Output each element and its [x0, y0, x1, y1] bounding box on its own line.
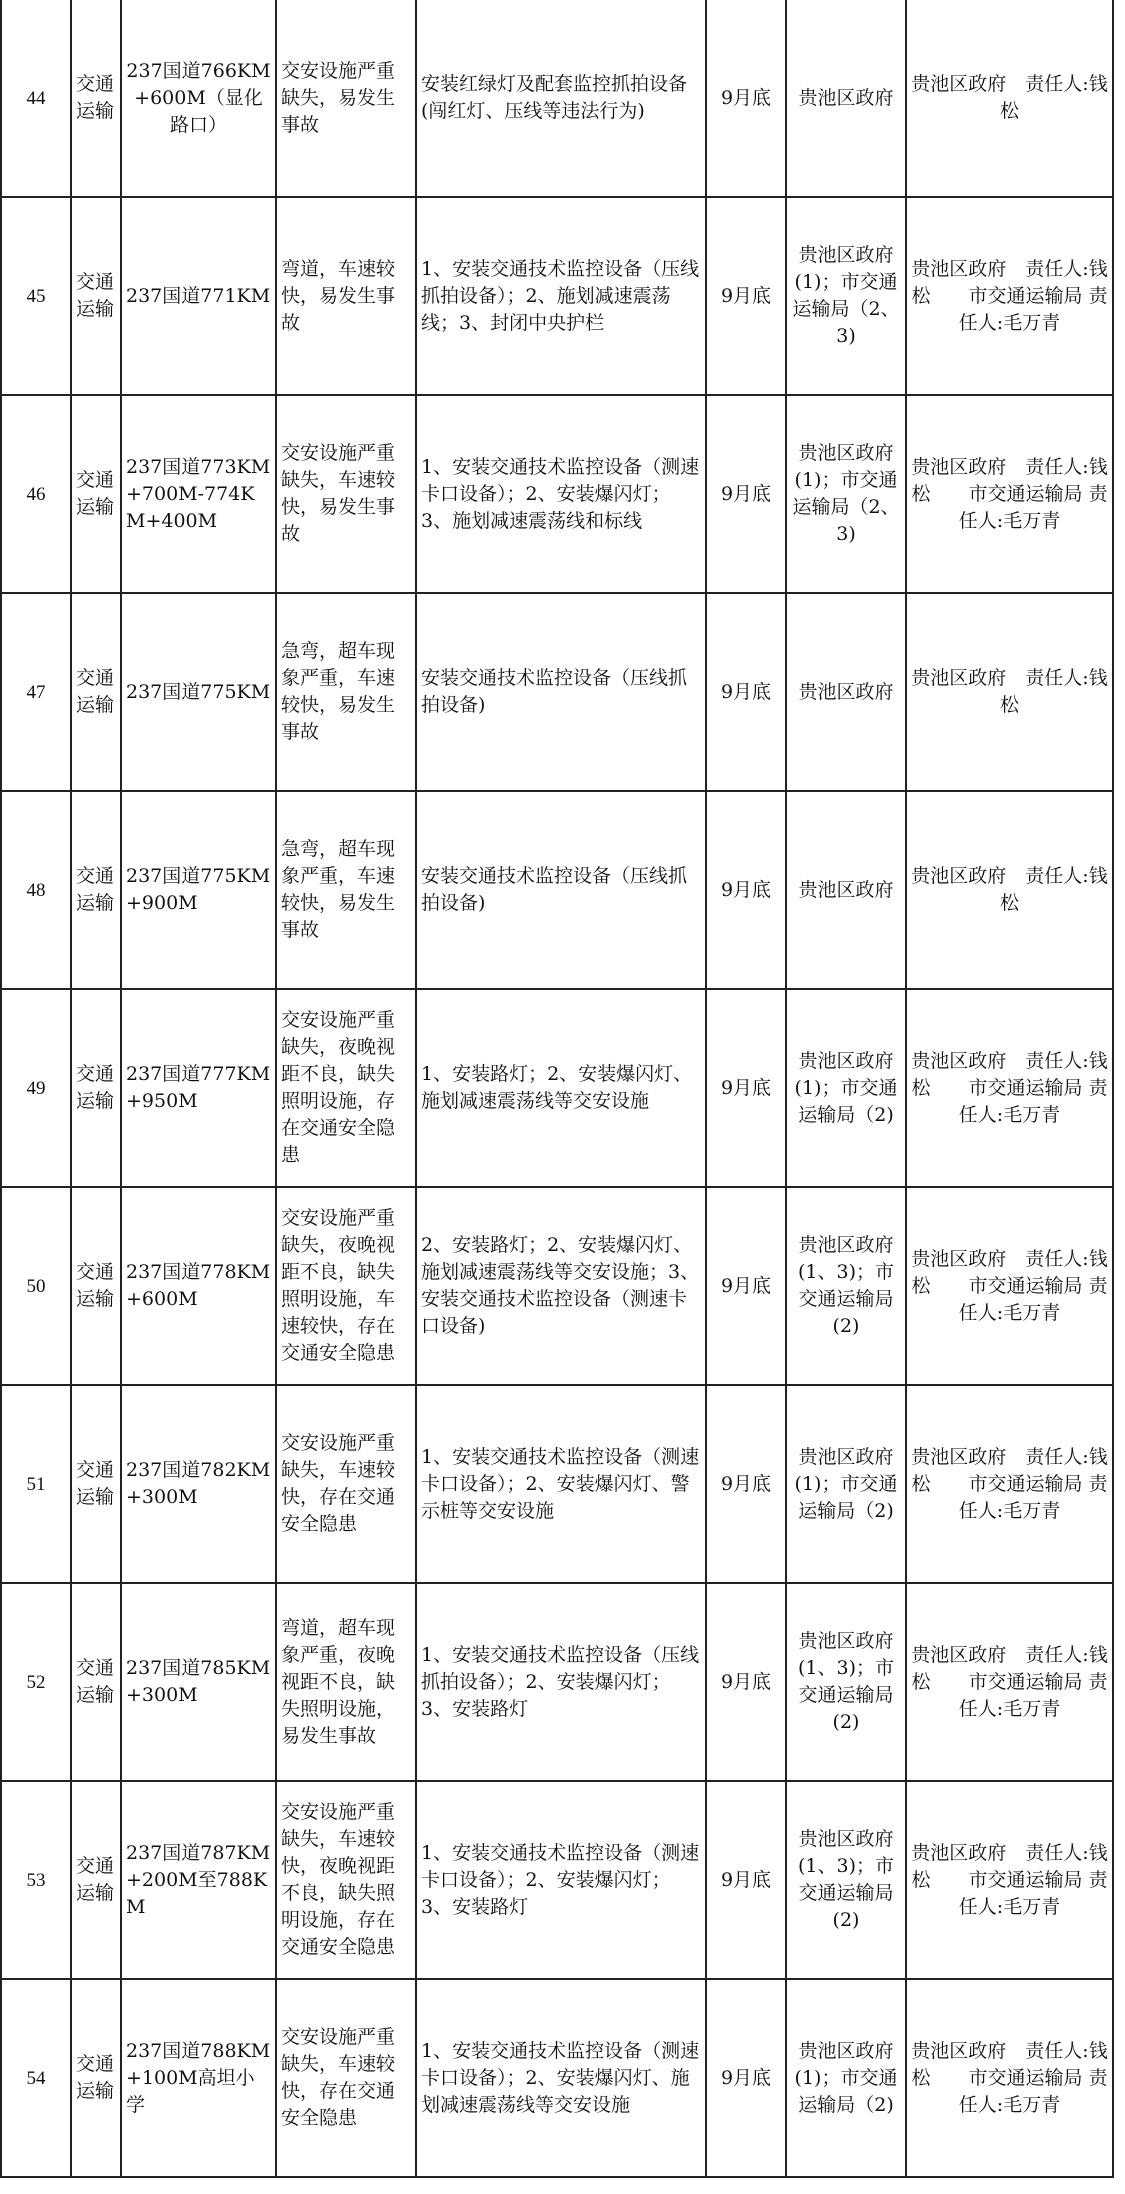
problem-cell: 交安设施严重缺失，车速较快，夜晚视距不良，缺失照明设施，存在交通安全隐患: [276, 1781, 416, 1979]
measures-cell: 1、安装交通技术监控设备（测速卡口设备）；2、安装爆闪灯；3、施划减速震荡线和标线: [416, 395, 706, 593]
responsible-unit-cell: 贵池区政府: [786, 0, 906, 197]
category-cell: 交通运输: [71, 197, 121, 395]
problem-cell: 交安设施严重缺失，夜晚视距不良，缺失照明设施，存在交通安全隐患: [276, 989, 416, 1187]
table-row: [1, 593, 1113, 791]
responsible-person-cell: 贵池区政府 责任人:钱松: [906, 791, 1113, 989]
location-cell: 237国道771KM: [121, 197, 276, 395]
responsible-unit-cell: 贵池区政府: [786, 791, 906, 989]
problem-cell: 交安设施严重缺失，车速较快，存在交通安全隐患: [276, 1979, 416, 2177]
category-cell: 交通运输: [71, 1979, 121, 2177]
location-cell: 237国道782KM+300M: [121, 1385, 276, 1583]
responsible-unit-cell: 贵池区政府(1、3)；市交通运输局(2): [786, 1781, 906, 1979]
measures-cell: 1、安装交通技术监控设备（测速卡口设备）；2、安装爆闪灯、施划减速震荡线等交安设施: [416, 1979, 706, 2177]
responsible-person-cell: 贵池区政府 责任人:钱松 市交通运输局 责任人:毛万青: [906, 1583, 1113, 1781]
row-number: 51: [1, 1385, 71, 1583]
deadline-cell: 9月底: [706, 1187, 786, 1385]
responsible-unit-cell: 贵池区政府(1)；市交通运输局（2): [786, 1979, 906, 2177]
deadline-cell: 9月底: [706, 1781, 786, 1979]
responsible-person-cell: 贵池区政府 责任人:钱松: [906, 593, 1113, 791]
category-cell: 交通运输: [71, 989, 121, 1187]
row-number: 49: [1, 989, 71, 1187]
location-cell: 237国道778KM+600M: [121, 1187, 276, 1385]
table-row: [1, 0, 1113, 197]
responsible-unit-cell: 贵池区政府(1)；市交通运输局（2、3): [786, 395, 906, 593]
category-cell: 交通运输: [71, 791, 121, 989]
deadline-cell: 9月底: [706, 1385, 786, 1583]
responsible-person-cell: 贵池区政府 责任人:钱松 市交通运输局 责任人:毛万青: [906, 1979, 1113, 2177]
table-row: [1, 1979, 1113, 2177]
problem-cell: 急弯，超车现象严重，车速较快，易发生事故: [276, 791, 416, 989]
responsible-person-cell: 贵池区政府 责任人:钱松 市交通运输局 责任人:毛万青: [906, 989, 1113, 1187]
measures-cell: 安装红绿灯及配套监控抓拍设备(闯红灯、压线等违法行为): [416, 0, 706, 197]
category-cell: 交通运输: [71, 1781, 121, 1979]
row-number: 53: [1, 1781, 71, 1979]
deadline-cell: 9月底: [706, 1979, 786, 2177]
category-cell: 交通运输: [71, 395, 121, 593]
responsible-unit-cell: 贵池区政府(1)；市交通运输局（2): [786, 989, 906, 1187]
deadline-cell: 9月底: [706, 0, 786, 197]
table-row: [1, 989, 1113, 1187]
responsible-unit-cell: 贵池区政府(1)；市交通运输局（2、3): [786, 197, 906, 395]
deadline-cell: 9月底: [706, 989, 786, 1187]
responsible-unit-cell: 贵池区政府(1)；市交通运输局（2): [786, 1385, 906, 1583]
deadline-cell: 9月底: [706, 395, 786, 593]
responsible-unit-cell: 贵池区政府(1、3)；市交通运输局(2): [786, 1187, 906, 1385]
responsible-person-cell: 贵池区政府 责任人:钱松 市交通运输局 责任人:毛万青: [906, 1187, 1113, 1385]
problem-cell: 弯道，超车现象严重，夜晚视距不良，缺失照明设施，易发生事故: [276, 1583, 416, 1781]
problem-cell: 交安设施严重缺失，易发生事故: [276, 0, 416, 197]
responsible-unit-cell: 贵池区政府: [786, 593, 906, 791]
location-cell: 237国道775KM+900M: [121, 791, 276, 989]
location-cell: 237国道775KM: [121, 593, 276, 791]
table-row: [1, 395, 1113, 593]
table-row: [1, 1385, 1113, 1583]
deadline-cell: 9月底: [706, 593, 786, 791]
measures-cell: 2、安装路灯；2、安装爆闪灯、施划减速震荡线等交安设施；3、安装交通技术监控设备（测速卡口设备): [416, 1187, 706, 1385]
table-row: [1, 197, 1113, 395]
category-cell: 交通运输: [71, 1583, 121, 1781]
problem-cell: 交安设施严重缺失，夜晚视距不良，缺失照明设施，车速较快，存在交通安全隐患: [276, 1187, 416, 1385]
measures-cell: 1、安装交通技术监控设备（压线抓拍设备）；2、施划减速震荡线；3、封闭中央护栏: [416, 197, 706, 395]
measures-cell: 1、安装交通技术监控设备（压线抓拍设备）；2、安装爆闪灯；3、安装路灯: [416, 1583, 706, 1781]
row-number: 46: [1, 395, 71, 593]
category-cell: 交通运输: [71, 1187, 121, 1385]
problem-cell: 急弯，超车现象严重，车速较快，易发生事故: [276, 593, 416, 791]
measures-cell: 1、安装路灯；2、安装爆闪灯、施划减速震荡线等交安设施: [416, 989, 706, 1187]
table-row: [1, 1781, 1113, 1979]
problem-cell: 弯道，车速较快，易发生事故: [276, 197, 416, 395]
location-cell: 237国道773KM+700M-774KM+400M: [121, 395, 276, 593]
responsible-person-cell: 贵池区政府 责任人:钱松 市交通运输局 责任人:毛万青: [906, 1385, 1113, 1583]
deadline-cell: 9月底: [706, 791, 786, 989]
row-number: 47: [1, 593, 71, 791]
table-row: [1, 1583, 1113, 1781]
row-number: 45: [1, 197, 71, 395]
measures-cell: 1、安装交通技术监控设备（测速卡口设备）；2、安装爆闪灯；3、安装路灯: [416, 1781, 706, 1979]
measures-cell: 安装交通技术监控设备（压线抓拍设备): [416, 593, 706, 791]
location-cell: 237国道777KM+950M: [121, 989, 276, 1187]
responsible-person-cell: 贵池区政府 责任人:钱松 市交通运输局 责任人:毛万青: [906, 395, 1113, 593]
location-cell: 237国道787KM+200M至788KM: [121, 1781, 276, 1979]
row-number: 52: [1, 1583, 71, 1781]
location-cell: 237国道788KM+100M高坦小学: [121, 1979, 276, 2177]
category-cell: 交通运输: [71, 1385, 121, 1583]
table-row: [1, 791, 1113, 989]
row-number: 50: [1, 1187, 71, 1385]
category-cell: 交通运输: [71, 0, 121, 197]
problem-cell: 交安设施严重缺失，车速较快，存在交通安全隐患: [276, 1385, 416, 1583]
problem-cell: 交安设施严重缺失，车速较快，易发生事故: [276, 395, 416, 593]
measures-cell: 1、安装交通技术监控设备（测速卡口设备）；2、安装爆闪灯、警示桩等交安设施: [416, 1385, 706, 1583]
measures-cell: 安装交通技术监控设备（压线抓拍设备): [416, 791, 706, 989]
category-cell: 交通运输: [71, 593, 121, 791]
deadline-cell: 9月底: [706, 1583, 786, 1781]
location-cell: 237国道785KM+300M: [121, 1583, 276, 1781]
responsible-unit-cell: 贵池区政府(1、3)；市交通运输局(2): [786, 1583, 906, 1781]
row-number: 44: [1, 0, 71, 197]
responsible-person-cell: 贵池区政府 责任人:钱松 市交通运输局 责任人:毛万青: [906, 197, 1113, 395]
row-number: 54: [1, 1979, 71, 2177]
responsible-person-cell: 贵池区政府 责任人:钱松: [906, 0, 1113, 197]
table-row: [1, 1187, 1113, 1385]
location-cell: 237国道766KM+600M（显化路口）: [121, 0, 276, 197]
row-number: 48: [1, 791, 71, 989]
deadline-cell: 9月底: [706, 197, 786, 395]
responsible-person-cell: 贵池区政府 责任人:钱松 市交通运输局 责任人:毛万青: [906, 1781, 1113, 1979]
